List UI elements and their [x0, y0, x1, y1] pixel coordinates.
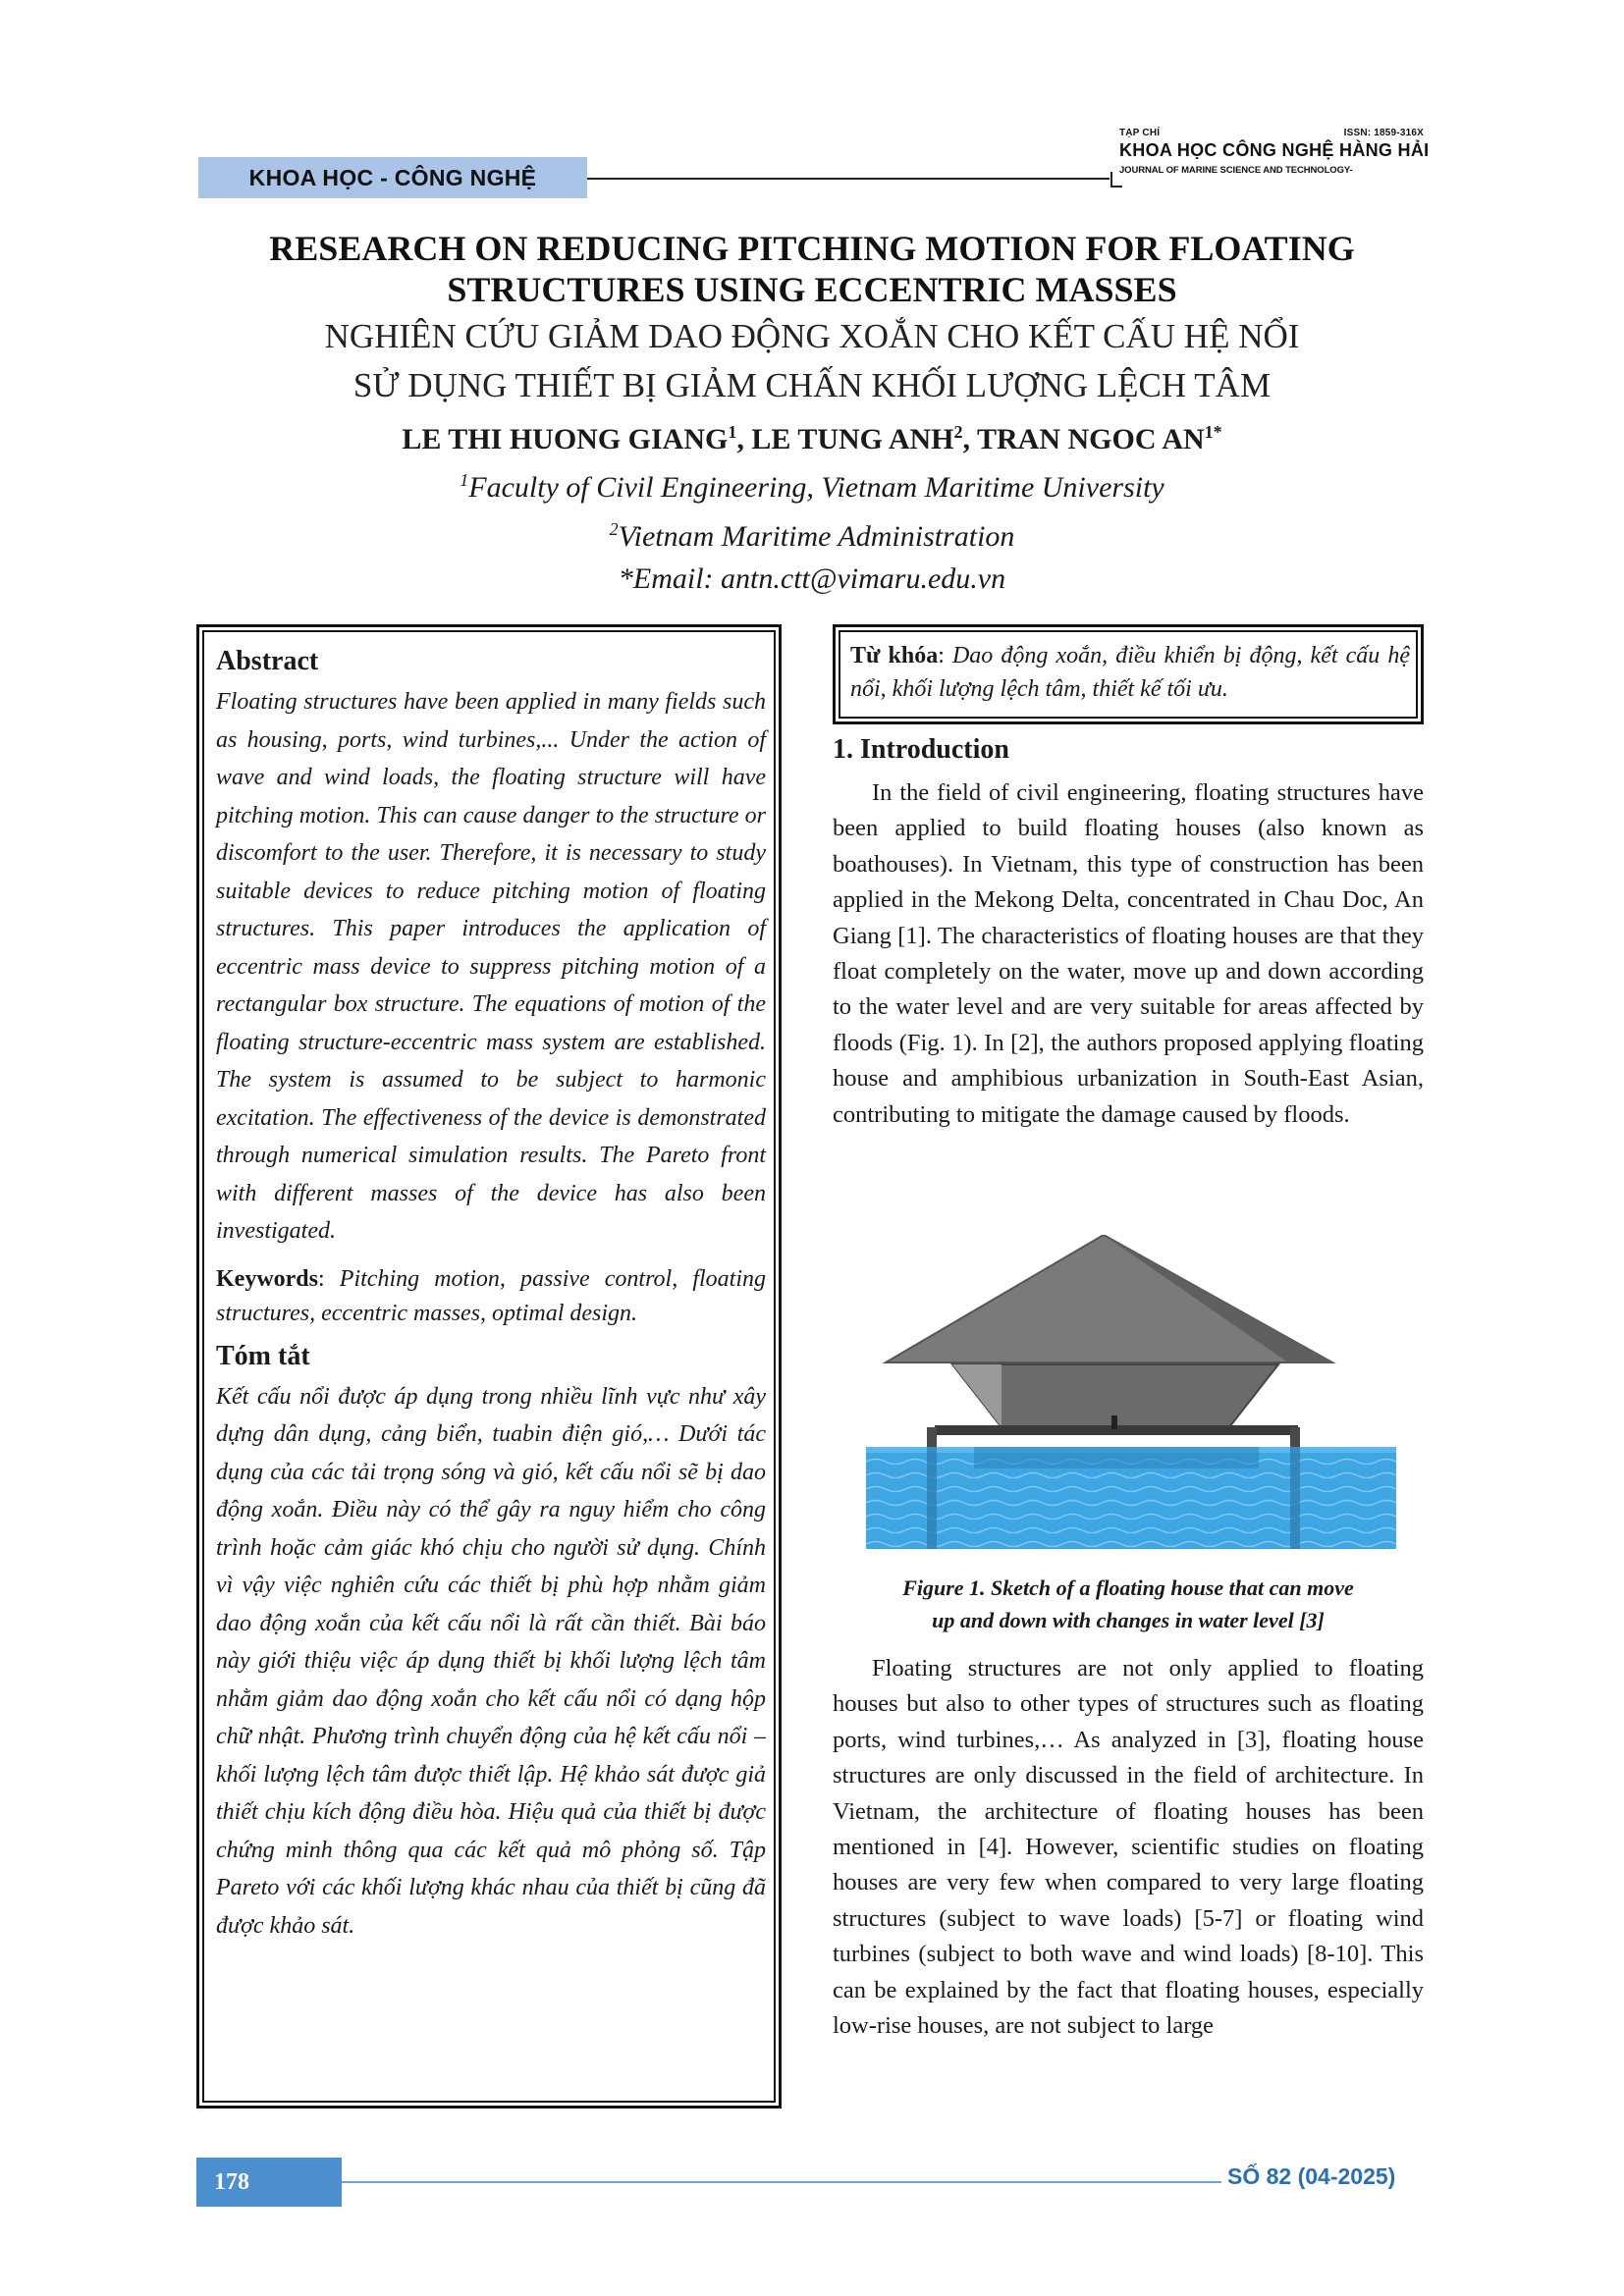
- title-vi-line2: SỬ DỤNG THIẾT BỊ GIẢM CHẤN KHỐI LƯỢNG LỆCH TÂM: [352, 366, 1272, 404]
- keywords-text: Pitching motion, passive control, floating structures, eccentric masses, optimal design.: [216, 1265, 767, 1326]
- tomtat-heading: Tóm tắt: [216, 1340, 310, 1371]
- author-list: LE THI HUONG GIANG$^1$, LE TUNG ANH$^2$, TRAN NGOC $AN^{1*}$: [402, 422, 1222, 455]
- abstract-content: [216, 640, 766, 1945]
- figure-caption-line2: up and down with changes in water level [3]: [932, 1608, 1325, 1632]
- title-en-line1: RESEARCH ON REDUCING PITCHING MOTION FOR FLOATING: [269, 229, 1355, 268]
- journal-masthead: [1119, 128, 1430, 176]
- issue-label: SỐ 82 (04-2025): [1227, 2163, 1396, 2189]
- journal-name: KHOA HỌC CÔNG NGHỆ HÀNG HẢI: [1119, 140, 1430, 160]
- figure-caption: [833, 1572, 1424, 1636]
- author-3: TRAN NGOC AN: [976, 423, 1205, 455]
- abstract-text: Floating structures have been applied in many fields such as housing, ports, wind turbines,... Under the action of wave and wind loads, the floating structure will have pitching motion. This can cause danger to the structure or discomfort to the user. Therefore, it is necessary to study suitable devices to reduce pitching motion of floating structures. This paper introduces the application of eccentric mass device to suppress pitching motion of a rectangular box structure. The equations of motion of the floating structure-eccentric mass system are established. The system is assumed to be subject to harmonic excitation. The effectiveness of the device is demonstrated through numerical simulation results. The Pareto front with different masses of the device has also been investigated.: [216, 689, 766, 1244]
- affiliation-1-sup: 1: [460, 470, 469, 490]
- intro-paragraph-2: Floating structures are not only applied to floating houses but also to other types of structures such as floating ports, wind turbines,… As analyzed in [3], floating house structures are only discussed in the field of architecture. In Vietnam, the architecture of floating houses has been mentioned in [4]. However, scientific studies on floating houses are very few when compared to very large floating structures (subject to wave loads) [5-7] or floating wind turbines (subject to both wave and wind loads) [8-10]. This can be explained by the fact that floating houses, especially low-rise houses, are not subject to large: [833, 1655, 1424, 2040]
- affiliation-1-text: Faculty of Civil Engineering, Vietnam Maritime University: [468, 471, 1164, 504]
- title-vi-line1: NGHIÊN CỨU GIẢM DAO ĐỘNG XOẮN CHO KẾT CẤU HỆ NỔI: [324, 317, 1300, 355]
- section-tag: KHOA HỌC - CÔNG NGHỆ: [198, 157, 587, 198]
- tomtat-text: Kết cấu nổi được áp dụng trong nhiều lĩnh vực như xây dựng dân dụng, cảng biển, tuabin điện gió,… Dưới tác dụng của các tải trọng sóng và gió, kết cấu nổi sẽ bị dao động xoắn. Điều này có thể gây ra nguy hiểm cho công trình hoặc cảm giác khó chịu cho người sử dụng. Chính vì vậy việc nghiên cứu các thiết bị phù hợp nhằm giảm dao động xoắn của kết cấu nổi là rất cần thiết. Bài báo này giới thiệu việc áp dụng thiết bị khối lượng lệch tâm nhằm giảm dao động xoắn cho kết cấu nổi có dạng hộp chữ nhật. Phương trình chuyển động của hệ kết cấu nổi – khối lượng lệch tâm được thiết lập. Hệ khảo sát được giả thiết chịu kích động điều hòa. Hiệu quả của thiết bị được chứng minh thông qua các kết quả mô phỏng số. Tập Pareto với các khối lượng khác nhau của thiết bị cũng đã được khảo sát.: [216, 1383, 766, 1939]
- pontoon: [974, 1447, 1259, 1468]
- author-1: LE THI HUONG GIANG: [402, 423, 729, 455]
- pillar-right-submerged: [1290, 1447, 1300, 1549]
- author-2-sup: 2: [953, 422, 963, 442]
- journal-issn: ISSN: 1859-316X: [1343, 128, 1424, 138]
- title-en-line2: STRUCTURES USING ECCENTRIC MASSES: [447, 270, 1177, 309]
- figure-caption-line1: Figure 1. Sketch of a floating house that can move: [902, 1575, 1354, 1600]
- footer-divider: [342, 2181, 1221, 2183]
- intro-paragraph-2-wrap: [833, 1651, 1424, 2044]
- affiliation-2: [196, 508, 1428, 558]
- tukhoa-label: Từ khóa: [850, 643, 939, 668]
- tukhoa-text: Dao động xoắn, điều khiển bị động, kết cấu hệ nổi, khối lượng lệch tâm, thiết kế tối ưu.: [850, 643, 1410, 702]
- journal-prefix: TẠP CHÍ: [1119, 128, 1161, 138]
- affiliation-2-sup: 2: [609, 519, 619, 539]
- keywords-label: Keywords: [216, 1265, 318, 1292]
- author-2: LE TUNG ANH: [751, 423, 954, 455]
- author-3-sup: 1*: [1204, 422, 1222, 442]
- keywords: Keywords: Pitching motion, passive control, floating structures, eccentric masses, optimal design.: [216, 1265, 767, 1326]
- affiliation-2-text: Vietnam Maritime Administration: [618, 520, 1015, 553]
- intro-heading: 1. Introduction: [833, 734, 1009, 765]
- intro-paragraph-1-wrap: [833, 775, 1424, 1133]
- journal-subtitle: JOURNAL OF MARINE SCIENCE AND TECHNOLOGY-: [1119, 165, 1353, 176]
- affiliation-1: [196, 459, 1428, 508]
- header-divider: [587, 178, 1110, 180]
- abstract-heading: Abstract: [216, 646, 319, 676]
- pivot-mark: [1111, 1415, 1117, 1429]
- page-number: 178: [196, 2158, 342, 2207]
- author-1-sup: 1: [728, 422, 737, 442]
- floating-house-figure: [866, 1235, 1396, 1549]
- tukhoa: Từ khóa: Dao động xoắn, điều khiển bị động, kết cấu hệ nổi, khối lượng lệch tâm, thiết kế tối ưu.: [850, 643, 1410, 702]
- pillar-left-submerged: [927, 1447, 937, 1549]
- title-block: [196, 228, 1428, 600]
- author-email: *Email: antn.ctt@vimaru.edu.vn: [618, 562, 1006, 595]
- intro-paragraph-1: In the field of civil engineering, floating structures have been applied to build floating houses (also known as boathouses). In Vietnam, this type of construction has been applied in the Mekong Delta, concentrated in Chau Doc, An Giang [1]. The characteristics of floating houses are that they float completely on the water, move up and down according to the water level and are very suitable for areas affected by floods (Fig. 1). In [2], the authors proposed applying floating house and amphibious urbanization in South-East Asian, contributing to mitigate the damage caused by floods.: [833, 779, 1424, 1128]
